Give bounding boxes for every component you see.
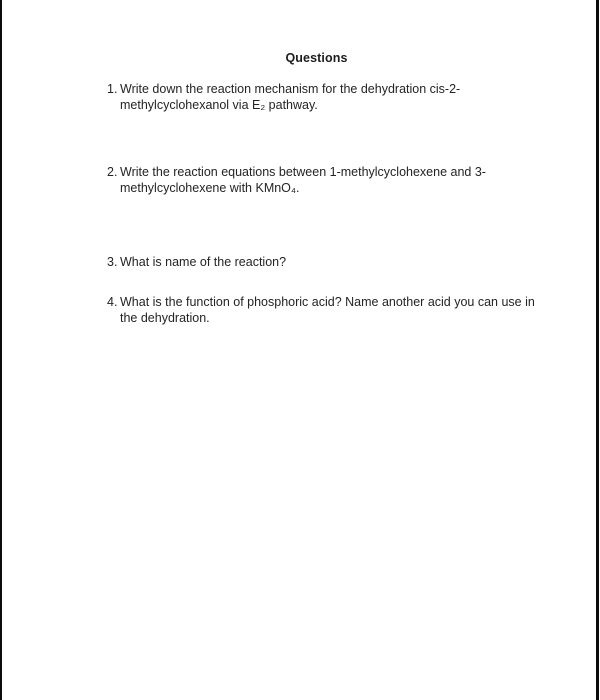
- question-text: [120, 81, 460, 113]
- scan-border-left: [0, 0, 2, 700]
- question-item-4: [107, 294, 535, 326]
- question-line: the dehydration.: [120, 311, 210, 325]
- page-title: Questions: [285, 51, 348, 65]
- question-item-3: [107, 254, 286, 270]
- question-number: 2.: [107, 165, 118, 179]
- question-line: What is name of the reaction?: [120, 255, 287, 269]
- question-line: Write down the reaction mechanism for the dehydration cis-2-: [120, 82, 461, 96]
- question-number: 3.: [107, 255, 118, 269]
- question-line: Write the reaction equations between 1-methylcyclohexene and 3-: [120, 165, 486, 179]
- question-text: [120, 164, 486, 196]
- question-number: 4.: [107, 295, 118, 309]
- question-line: methylcyclohexene with KMnO₄.: [120, 181, 300, 195]
- question-item-2: [107, 164, 486, 196]
- question-text: [120, 294, 535, 326]
- question-number: 1.: [107, 82, 118, 96]
- question-item-1: [107, 81, 460, 113]
- question-line: What is the function of phosphoric acid? Name another acid you can use in: [120, 295, 535, 309]
- question-text: [120, 254, 286, 270]
- scan-border-right: [596, 0, 599, 700]
- question-line: methylcyclohexanol via E₂ pathway.: [120, 98, 318, 112]
